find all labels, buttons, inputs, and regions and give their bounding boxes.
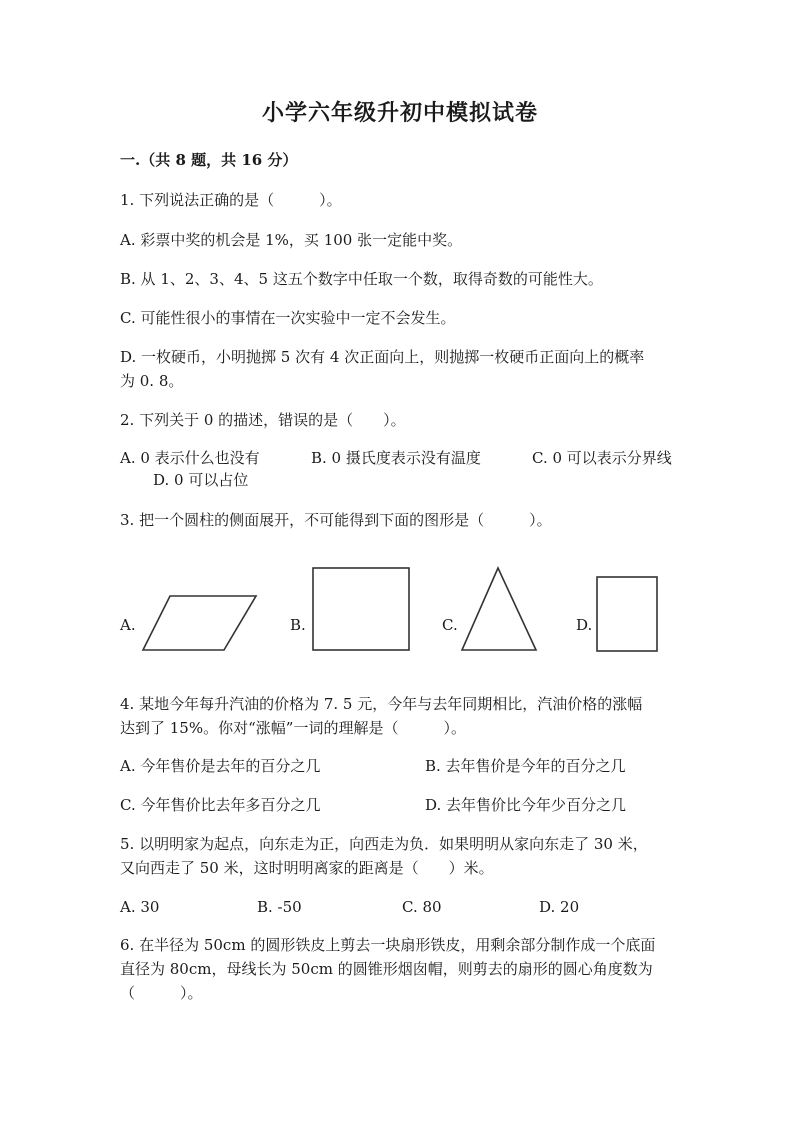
rectangle-shape (594, 574, 660, 654)
q2-option-a: A. 0 表示什么也没有 (120, 449, 260, 467)
q1-option-d-line1: D. 一枚硬币，小明抛掷 5 次有 4 次正面向上，则抛掷一枚硬币正面向上的概率 (120, 348, 645, 366)
q1-option-d-line2: 为 0. 8。 (120, 372, 184, 390)
q4-stem-line1: 4. 某地今年每升汽油的价格为 7. 5 元，今年与去年同期相比，汽油价格的涨幅 (120, 695, 643, 713)
q5-option-a: A. 30 (120, 898, 160, 916)
q3-option-d-label: D. (576, 616, 593, 634)
page-title: 小学六年级升初中模拟试卷 (261, 100, 538, 126)
q2-option-d: D. 0 可以占位 (153, 471, 249, 489)
q4-option-a: A. 今年售价是去年的百分之几 (120, 757, 321, 775)
q1-option-b: B. 从 1、2、3、4、5 这五个数字中任取一个数，取得奇数的可能性大。 (120, 270, 603, 288)
section-heading: 一.（共 8 题，共 16 分） (120, 151, 298, 169)
parallelogram-shape (140, 592, 260, 654)
q4-stem-line2: 达到了 15%。你对“涨幅”一词的理解是（ ）。 (120, 719, 466, 737)
q5-option-b: B. -50 (257, 898, 302, 916)
q1-option-c: C. 可能性很小的事情在一次实验中一定不会发生。 (120, 309, 456, 327)
q5-option-d: D. 20 (539, 898, 580, 916)
q1-stem: 1. 下列说法正确的是（ ）。 (120, 191, 342, 209)
q5-option-c: C. 80 (402, 898, 442, 916)
q4-option-c: C. 今年售价比去年多百分之几 (120, 796, 321, 814)
q3-stem: 3. 把一个圆柱的侧面展开，不可能得到下面的图形是（ ）。 (120, 511, 552, 529)
triangle-shape (458, 564, 540, 654)
q2-stem: 2. 下列关于 0 的描述，错误的是（ ）。 (120, 411, 406, 429)
q6-stem-line2: 直径为 80cm，母线长为 50cm 的圆锥形烟囱帽，则剪去的扇形的圆心角度数为 (120, 960, 653, 978)
q4-option-d: D. 去年售价比今年少百分之几 (425, 796, 627, 814)
q3-option-c-label: C. (442, 616, 458, 634)
q6-stem-line1: 6. 在半径为 50cm 的圆形铁皮上剪去一块扇形铁皮，用剩余部分制作成一个底面 (120, 936, 656, 954)
q3-option-a-label: A. (120, 616, 136, 634)
q1-option-a: A. 彩票中奖的机会是 1%，买 100 张一定能中奖。 (120, 231, 463, 249)
q3-option-b-label: B. (290, 616, 306, 634)
q5-stem-line1: 5. 以明明家为起点，向东走为正，向西走为负．如果明明从家向东走了 30 米， (120, 835, 648, 853)
q5-stem-line2: 又向西走了 50 米，这时明明离家的距离是（ ）米。 (120, 859, 494, 877)
square-shape (310, 565, 412, 653)
q2-option-b: B. 0 摄氏度表示没有温度 (311, 449, 481, 467)
q2-option-c: C. 0 可以表示分界线 (532, 449, 672, 467)
q4-option-b: B. 去年售价是今年的百分之几 (425, 757, 626, 775)
q6-stem-line3: （ ）。 (120, 984, 203, 1002)
